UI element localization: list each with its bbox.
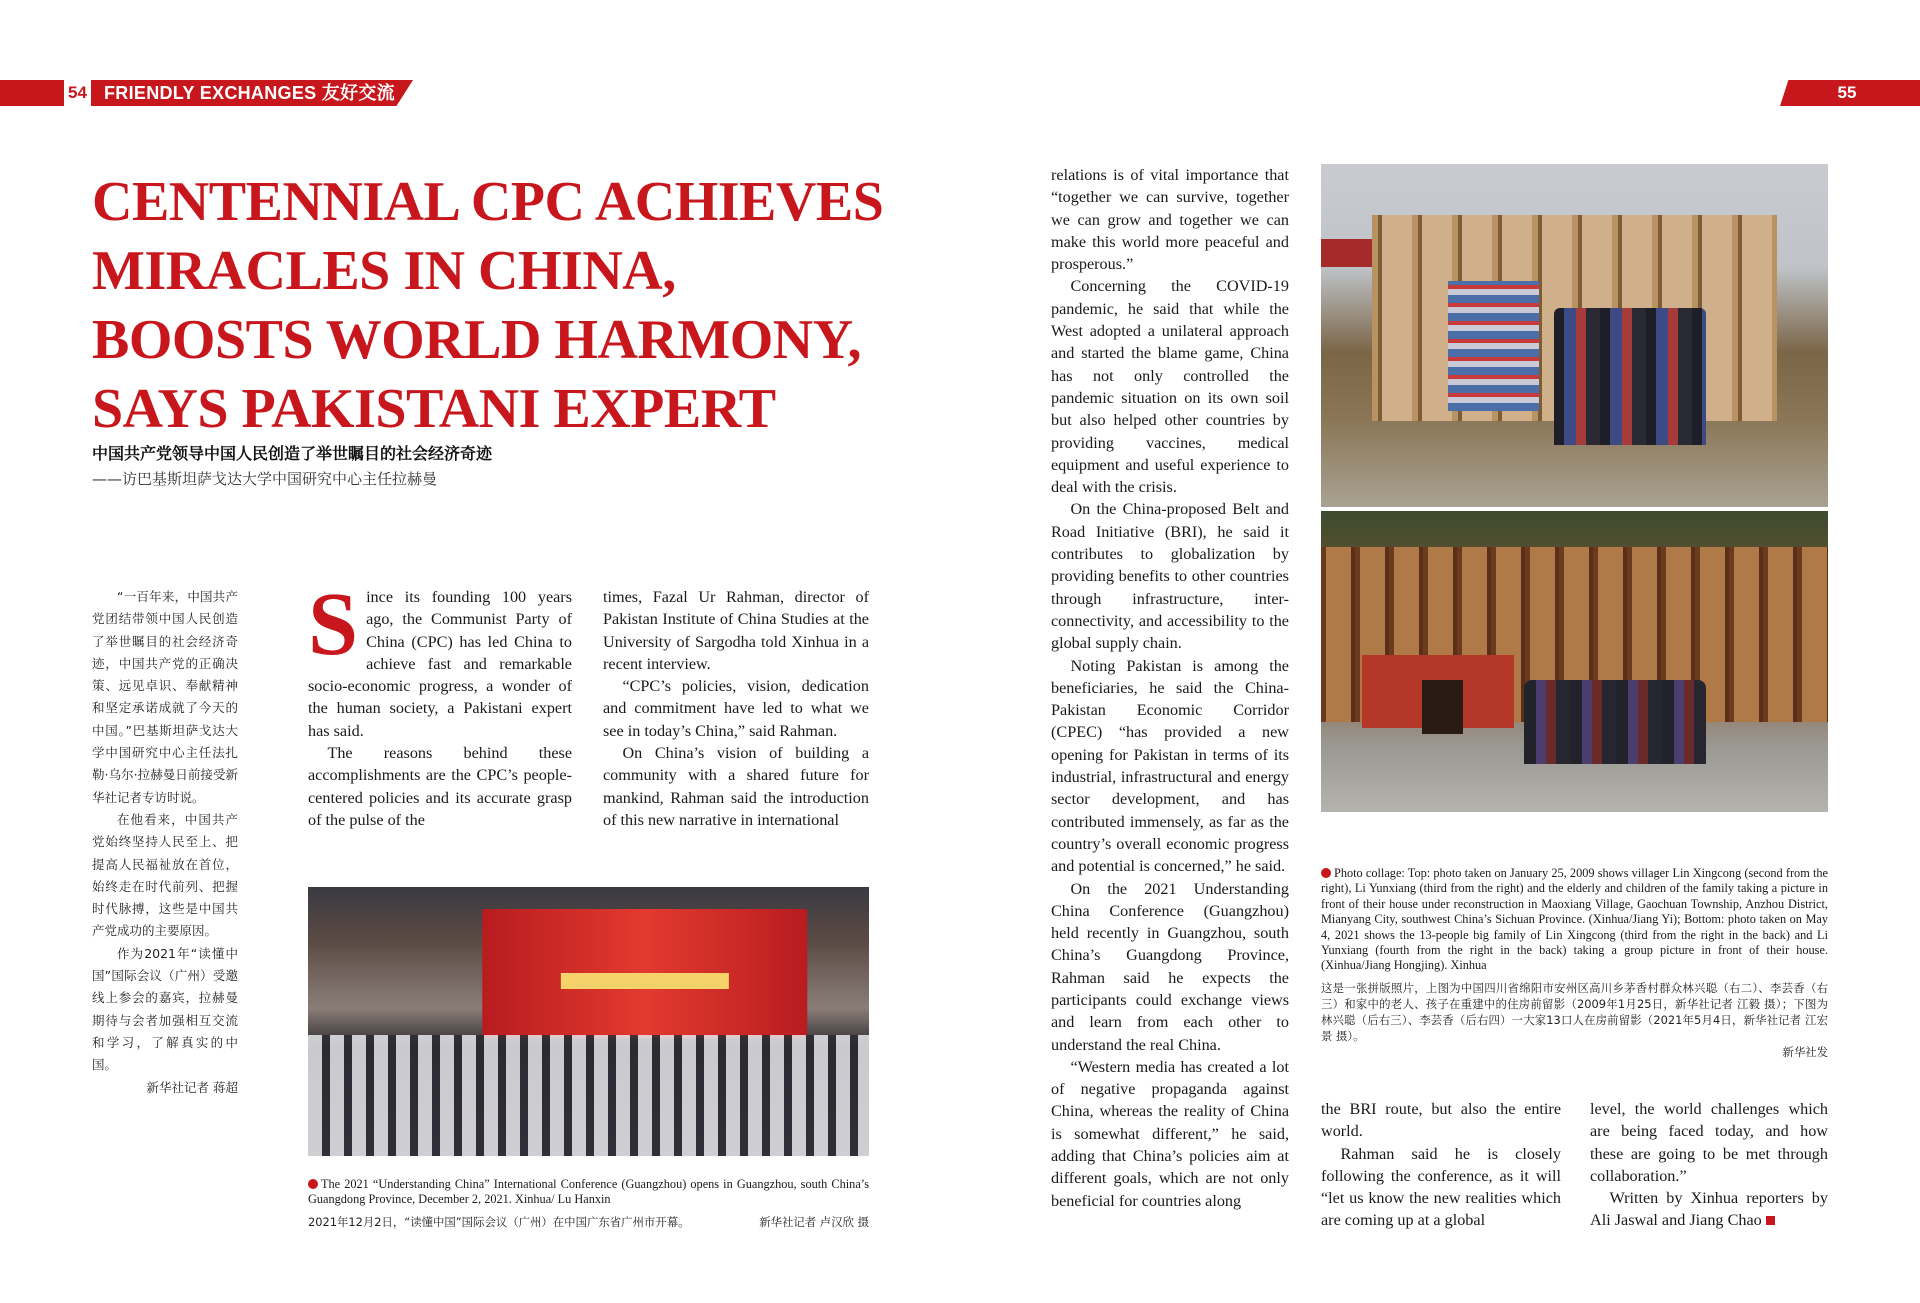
article-column-3 [1051,164,1289,1212]
subtitle-cn-2: ——访巴基斯坦萨戈达大学中国研究中心主任拉赫曼 [92,470,438,488]
cn-paragraph: “一百年来，中国共产党团结带领中国人民创造了举世瞩目的社会经济奇迹，中国共产党的正确决策、远见卓识、奉献精神和坚定承诺成就了今天的中国。”巴基斯坦萨戈达大学中国研究中心主任法扎勒·乌尔·拉赫曼日前接受新华社记者专访时说。 [92,589,238,805]
headline-line: MIRACLES IN CHINA, [92,240,676,302]
article-paragraph: On the China-proposed Belt and Road Initiative (BRI), he said it contributes to globalization by providing benefits to other countries through infrastructure, inter-connectivity, and accessibility to the global supply chain. [1051,500,1289,653]
byline-text: Written by Xinhua reporters by Ali Jaswal and Jiang Chao [1590,1189,1828,1230]
caption-text: Photo collage: Top: photo taken on January 25, 2009 shows villager Lin Xingcong (second from the right), Li Yunxiang (third from the right) and the elderly and children of the family taking a picture in front of their house under reconstruction in Maoxiang Village, Gaochuan Township, Anzhou District, Mianyang City, southwest China’s Sichuan Province. (Xinhua/Jiang Yi); Bottom: photo taken on May 4, 2021 shows the 13-people big family of Lin Xingcong (third from the right in the back) and Li Yunxiang (fourth from the right in the back) taking a group picture in front of their house. (Xinhua/Jiang Hongjing). Xinhua [1321,866,1828,973]
family-house-photo-2021 [1321,511,1828,812]
stage-banner [560,973,728,989]
photo2-caption-en [1321,866,1828,974]
page-number-right: 55 [1837,83,1857,102]
article-column-1 [308,575,572,831]
section-title: FRIENDLY EXCHANGES 友好交流 [104,83,395,103]
article-paragraph: On the 2021 Understanding China Conference (Guangzhou) held recently in Guangzhou, south China’s Guangdong Province, Rahman said he expects the participants could exchange views and learn from each other to understand the real China. [1051,879,1289,1054]
cn-paragraph: 作为2021年“读懂中国”国际会议（广州）受邀线上参会的嘉宾，拉赫曼期待与会者加强相互交流和学习，了解真实的中国。 [92,945,238,1073]
article-column-2 [603,586,869,831]
caption-bullet-icon [308,1179,318,1189]
article-paragraph: “CPC’s policies, vision, dedication and commitment have led to what we see in today’s China,” said Rahman. [603,677,869,740]
caption-bullet-icon [1321,868,1331,878]
article-column-5 [1590,1098,1828,1232]
subtitle-cn: 中国共产党领导中国人民创造了举世瞩目的社会经济奇迹 [92,444,493,463]
article-paragraph: times, Fazal Ur Rahman, director of Pakistan Institute of China Studies at the University of Sargodha told Xinhua in a recent interview. [603,588,869,673]
dropcap: S [308,575,359,674]
article-paragraph: the BRI route, but also the entire world. [1321,1100,1561,1141]
article-paragraph: The reasons behind these accomplishments are the CPC’s people-centered policies and its accurate grasp of the pulse of the [308,744,572,829]
village-house-photo-2009 [1321,164,1828,507]
cn-paragraph: 在他看来，中国共产党始终坚持人民至上、把提高人民福祉放在首位，始终走在时代前列、把握时代脉搏，这些是中国共产党成功的主要原因。 [92,811,238,939]
caption-text: The 2021 “Understanding China” International Conference (Guangzhou) opens in Guangzhou, south China’s Guangdong Province, December 2, 2021. Xinhua/ Lu Hanxin [308,1177,869,1207]
tarp [1448,281,1539,411]
conference-photo [308,887,869,1156]
photo2-caption-cn [1321,980,1828,1060]
family-group [1524,680,1707,764]
caption-cn-credit: 新华社记者 卢汉欣 摄 [759,1215,869,1229]
article-paragraph: level, the world challenges which are being faced today, and how these are going to be met through collaboration.” [1590,1100,1828,1185]
page-number-left: 54 [64,80,91,106]
byline [1590,1187,1828,1232]
article-paragraph: Rahman said he is closely following the conference, as it will “let us know the new realities which are coming up at a global [1321,1144,1561,1230]
article-paragraph: Concerning the COVID-19 pandemic, he said that while the West adopted a unilateral approach and started the blame game, China has not only controlled the pandemic situation on its own soil but also helped other countries by providing vaccines, medical equipment and useful experience to deal with the crisis. [1051,277,1289,497]
door [1422,680,1463,734]
article-paragraph: relations is of vital importance that “together we can survive, together we can grow and together we can make this world more peaceful and prosperous.” [1051,166,1289,274]
article-paragraph: Noting Pakistan is among the beneficiaries, he said the China-Pakistan Economic Corridor (CPEC) “has provided a new opening for Pakistan in terms of its industrial, infrastructural and energy sector development, and has contributed immensely, as far as the country’s overall economic progress and potential is concerned,” he said. [1051,656,1289,876]
article-paragraph: ince its founding 100 years ago, the Communist Party of China (CPC) has led China to achieve fast and remarkable socio-economic progress, a wonder of the human society, a Pakistani expert has said. [308,588,572,740]
headline-line: BOOSTS WORLD HARMONY, [92,309,861,371]
caption-cn-text: 2021年12月2日，“读懂中国”国际会议（广州）在中国广东省广州市开幕。 [308,1215,690,1229]
article-column-4 [1321,1098,1561,1232]
photo1-caption-en [308,1177,869,1208]
cn-signature: 新华社记者 蒋超 [146,1079,238,1095]
chinese-summary [92,586,238,1099]
headline [92,168,912,444]
article-paragraph: On China’s vision of building a community with a shared future for mankind, Rahman said the introduction of this new narrative in international [603,744,869,829]
headline-line: CENTENNIAL CPC ACHIEVES [92,171,884,233]
audience-seats [308,1035,869,1156]
caption-cn-text: 这是一张拼版照片，上图为中国四川省绵阳市安州区高川乡茅香村群众林兴聪（右二）、李芸香（右三）和家中的老人、孩子在重建中的住房前留影（2009年1月25日，新华社记者 江毅 摄）；下图为林兴聪（后右三）、李芸香（后右四）一大家13口人在房前留影（2021年5月4日，新华社记者 江宏景 摄）。 [1321,981,1828,1043]
end-mark-icon [1766,1216,1775,1225]
headline-line: SAYS PAKISTANI EXPERT [92,378,776,440]
article-paragraph: “Western media has created a lot of negative propaganda against China, whereas the reality of China is somewhat different,” he said, adding that China’s policies aim at different goals, which are not only beneficial for countries along [1051,1057,1289,1210]
family-group [1554,308,1706,445]
caption-cn-credit: 新华社发 [1782,1045,1828,1059]
photo1-caption-cn [308,1214,869,1230]
